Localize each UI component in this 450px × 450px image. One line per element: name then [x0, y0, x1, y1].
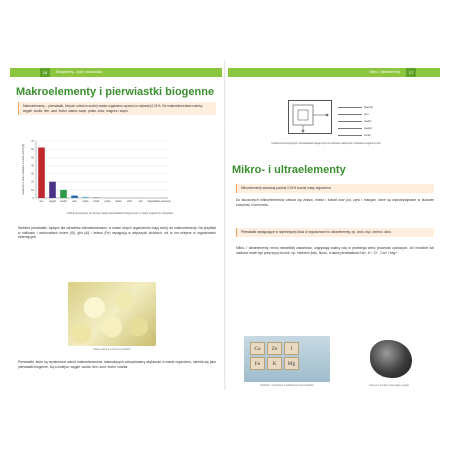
note-box: Pierwiastki występujące w najmniejszej ilości w organizmach to ultraelementy, np. złoto, rtęć, srebro i ołów.: [236, 228, 434, 237]
running-header: Ekosystemy – życie i środowisko: [56, 70, 103, 74]
page-number: 17: [406, 68, 416, 77]
y-tick-label: 60: [31, 148, 34, 152]
molecule-scheme: [289, 101, 333, 135]
body-paragraph: Niektóre pierwiastki, będące dla człowieka mikroelementami, w masie innych organizmów mają mniej niż makroelementy. Na przykład w roślinach i wodorostach krzem (Si), glin (Al) i żelazo (Fe) występują w większych ilościach, niż to ma miejsce w organizmach zwierzęcych.: [18, 226, 216, 240]
rock-image: [370, 340, 412, 378]
legend-line: [338, 128, 362, 129]
chart-caption: Udział procentowy (w suchej masie) pierwiastków biogennych w masie organizmu człowieka: [67, 212, 173, 215]
element-tile: I: [284, 342, 299, 355]
body-paragraph: Do kluczowych mikroelementów zalicza się żelazo, miedź i kobalt oraz jod, cynk i mangan, które są wykorzystywane w budowie enzymów i hormonów.: [236, 198, 434, 207]
element-tile: Zn: [267, 342, 282, 355]
definition-box: Makroelementy – pierwiastki, których udział w suchej masie organizmu wynosi co najmniej 0,01%. Do makroelementów należą: węgiel, wodór, tlen, azot, fosfor, siarka, wapń, potas, chlor, magnez i wapń.: [18, 102, 216, 115]
y-tick-label: 40: [31, 164, 34, 168]
element-bar-chart: [18, 138, 172, 210]
page-number: 16: [40, 68, 50, 77]
y-tick-label: 70: [31, 140, 34, 143]
bar: [71, 196, 78, 198]
y-tick-label: 30: [31, 172, 34, 176]
x-tick-label: węgiel: [49, 200, 56, 203]
section-title: Mikro- i ultraelementy: [232, 164, 346, 176]
definition-box: Mikroelementy stanowią poniżej 0,01% suchej masy organizmu.: [236, 184, 434, 193]
legend-item: węgiel: [364, 126, 372, 130]
x-tick-label: wapń: [82, 200, 89, 203]
right-page: [228, 60, 440, 390]
body-paragraph: Pierwiastki, które są wymienione wśród makroelementów, stanowiących zdecydowaną większość w masie organizmu, określa się jako pierwiastki biogenne. Są to kolejno: węgiel, wodór, tlen, azot, fosfor i siarka.: [18, 360, 216, 369]
diagram-caption: Udział poszczególnych pierwiastków biogennych w budowie niektórych związków organicznych: [271, 142, 381, 145]
bar: [60, 190, 67, 198]
legend-line: [338, 114, 362, 115]
mineral-photo: [346, 336, 432, 382]
legend-item: ligandy: [364, 105, 373, 109]
x-tick-label: mikro-elementy: [154, 200, 171, 203]
bar: [93, 197, 100, 198]
section-title: Makroelementy i pierwiastki biogenne: [16, 86, 215, 98]
legend-item: tlen: [364, 112, 369, 116]
x-tick-label: tlen: [39, 200, 44, 203]
x-tick-label: chlor: [126, 200, 133, 203]
book-fold: [224, 60, 226, 390]
y-tick-label: 0: [32, 197, 34, 200]
bar: [38, 148, 45, 198]
left-page-header: [10, 68, 222, 77]
running-header: Mikro- i ultraelementy: [369, 70, 400, 74]
element-tile: Ca: [250, 342, 265, 355]
structure-diagram: [288, 100, 332, 134]
bar: [82, 197, 89, 198]
right-page-header: [228, 68, 440, 77]
y-tick-label: 10: [31, 188, 34, 192]
y-axis-label: zawartość w ciele człowieka w masie suchej [%]: [22, 144, 25, 195]
legend-line: [338, 121, 362, 122]
x-tick-label: fosfor: [93, 200, 100, 203]
element-tile: Mg: [284, 357, 299, 370]
legend-line: [338, 107, 362, 108]
x-tick-label: wodór: [60, 200, 67, 203]
x-tick-label: siarka: [115, 200, 122, 203]
photo-caption: Siarka rodzima w formie kryształów: [93, 348, 131, 351]
legend-item: fosfor: [364, 133, 371, 137]
left-page: [10, 60, 222, 390]
photo-caption: Kamień mineralny zawierający węgiel: [369, 384, 409, 387]
legend-item: wodór: [364, 119, 372, 123]
y-tick-label: 20: [31, 180, 34, 184]
bar: [49, 182, 56, 198]
element-tile: K: [267, 357, 282, 370]
sulfur-photo: [68, 282, 156, 346]
x-tick-label: azot: [72, 200, 77, 203]
x-tick-label: sód: [138, 200, 143, 203]
x-tick-label: magnez: [147, 200, 156, 203]
element-tiles-photo: [244, 336, 330, 382]
element-tile: Fe: [250, 357, 265, 370]
y-tick-label: 50: [31, 156, 34, 160]
legend-line: [338, 135, 362, 136]
photo-caption: Tabliczki z symbolami przykładowych pierwiastków: [260, 384, 314, 387]
x-tick-label: potas: [104, 200, 111, 203]
body-paragraph: Mikro- i ultraelementy, mimo niewielkiej zawartości, odgrywają ważną rolę w przebiegu wielu procesów życiowych. Ich niedobór lub nadmiar może być przyczyną chorób, np. niedobór jodu, fluoru, a także pierwiastków Na⁺, K⁺, Cl⁻, Ca²⁺ i Mg²⁺.: [236, 246, 434, 255]
